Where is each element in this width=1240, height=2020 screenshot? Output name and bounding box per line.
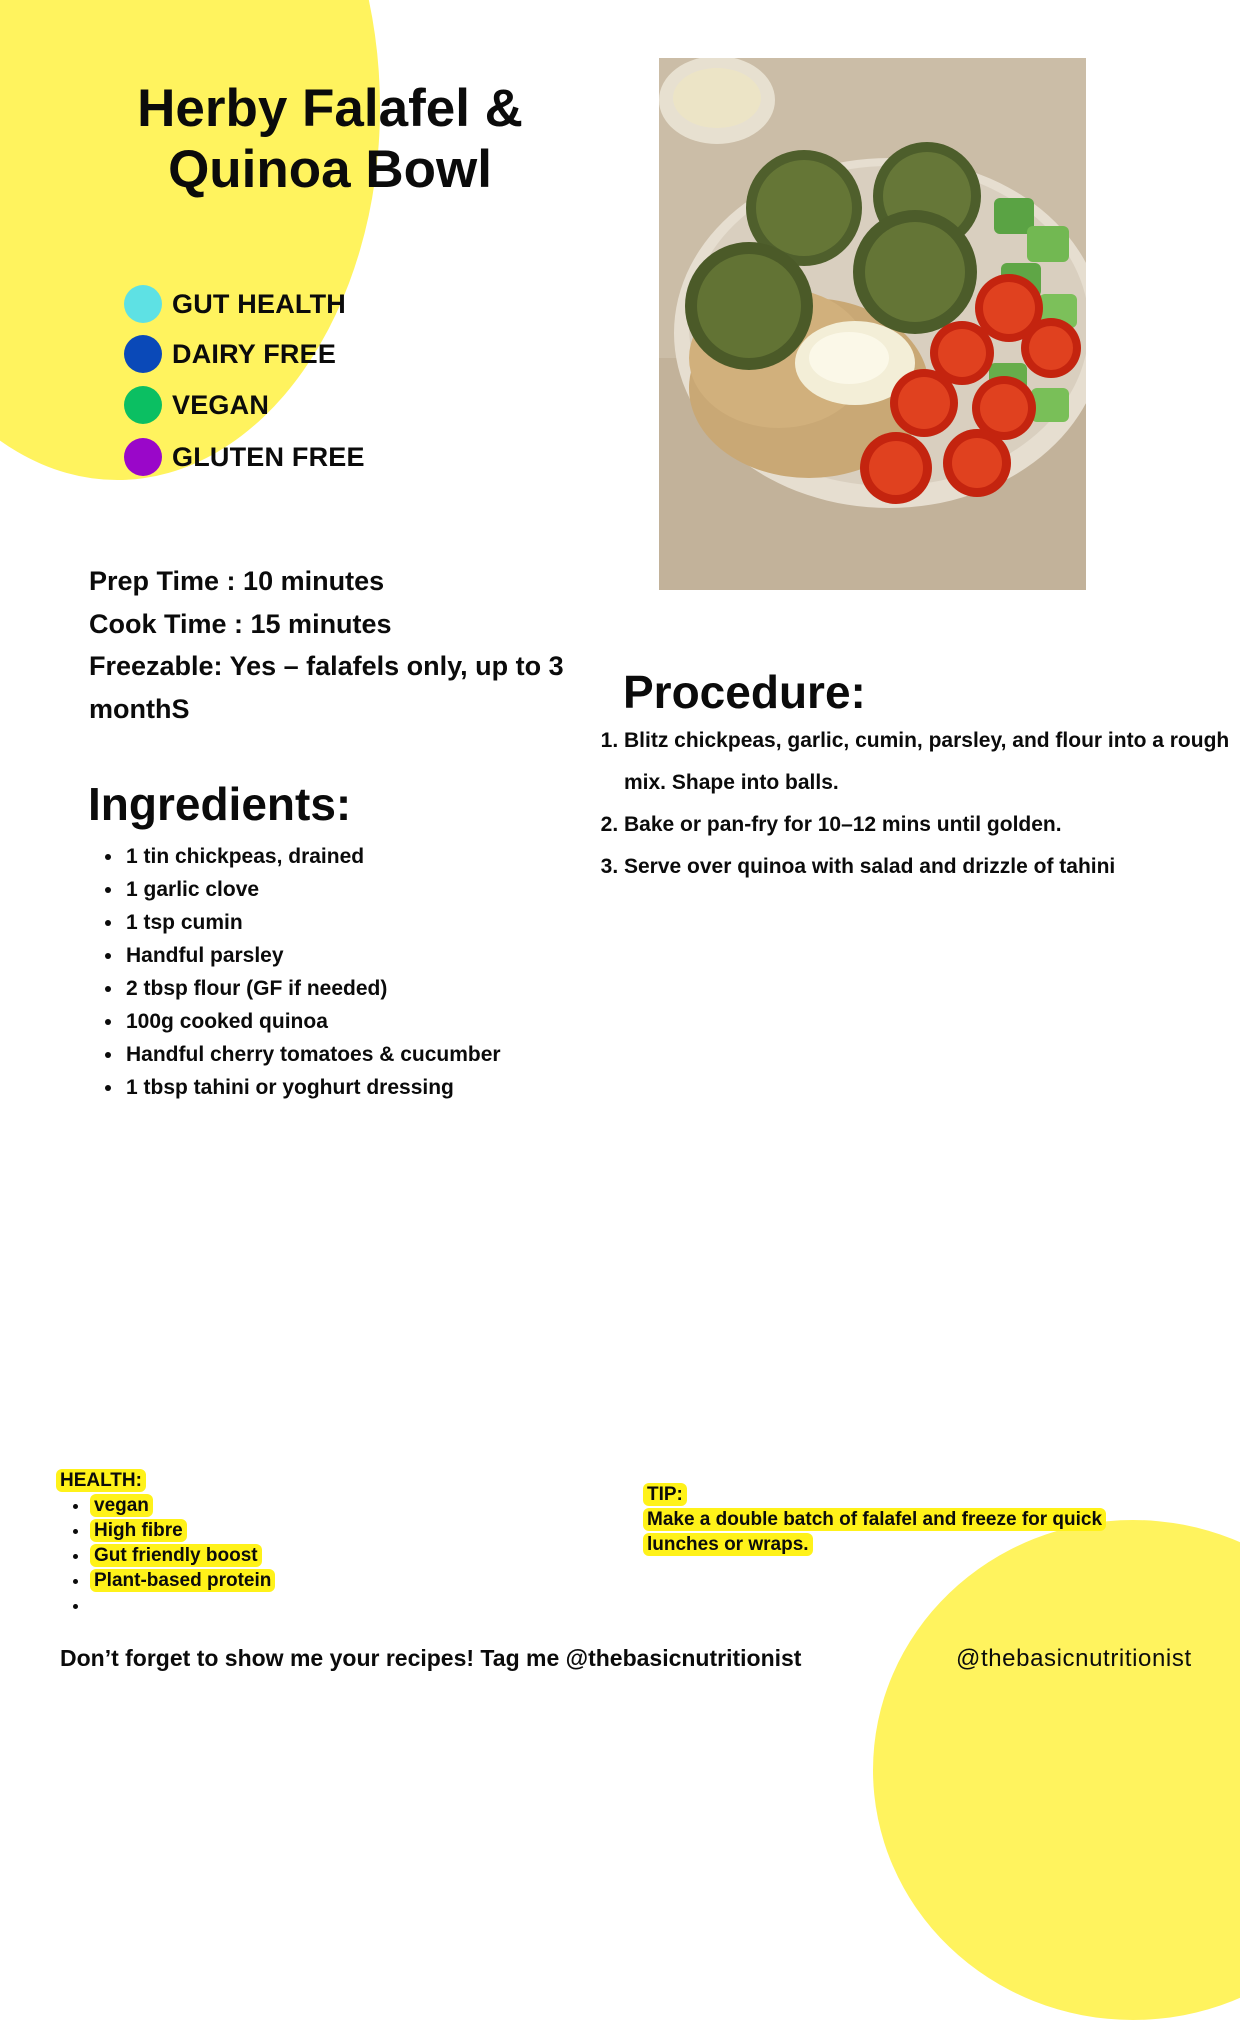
footer-message: Don’t forget to show me your recipes! Tag me @thebasicnutritionist: [60, 1645, 802, 1671]
ingredient-item: • 1 tin chickpeas, drained: [124, 840, 644, 873]
recipe-title: [100, 78, 560, 200]
dairy-free-dot-icon: [124, 335, 162, 373]
procedure-steps: [600, 720, 1234, 888]
procedure-step: 2. Bake or pan-fry for 10–12 mins until golden.: [624, 804, 1234, 846]
procedure-step: 3. Serve over quinoa with salad and drizzle of tahini: [624, 846, 1234, 888]
freezable-info: Freezable: Yes – falafels only, up to 3 monthS: [89, 651, 564, 724]
ingredient-item: • 1 tbsp tahini or yoghurt dressing: [124, 1071, 644, 1104]
prep-time: Prep Time : 10 minutes: [89, 566, 385, 596]
social-handle: @thebasicnutritionist: [956, 1645, 1192, 1672]
procedure-heading: Procedure:: [623, 666, 866, 718]
ingredient-item: • 1 garlic clove: [124, 873, 644, 906]
tag-label: GUT HEALTH: [172, 288, 346, 319]
falafel-bowl-photo: [659, 58, 1086, 590]
tag-label: VEGAN: [172, 389, 270, 420]
ingredient-item: • Handful parsley: [124, 939, 644, 972]
health-box: [56, 1468, 416, 1618]
ingredient-item: • 2 tbsp flour (GF if needed): [124, 972, 644, 1005]
health-item: High fibre: [90, 1519, 187, 1542]
falafel-bowl-illustration: [659, 58, 1086, 590]
gluten-free-dot-icon: [124, 438, 162, 476]
health-item: Gut friendly boost: [90, 1544, 262, 1567]
decorative-yellow-circle-bottom: [873, 1520, 1240, 2020]
vegan-dot-icon: [124, 386, 162, 424]
tag-label: DAIRY FREE: [172, 338, 337, 369]
cook-time: Cook Time : 15 minutes: [89, 608, 392, 639]
health-item: Plant-based protein: [90, 1569, 275, 1592]
tag-gut-health: [124, 284, 346, 324]
health-heading: HEALTH:: [56, 1469, 146, 1492]
recipe-title-line-2: Quinoa Bowl: [168, 140, 492, 199]
ingredient-item: • 1 tsp cumin: [124, 906, 644, 939]
tag-gluten-free: [124, 437, 365, 477]
gut-health-dot-icon: [124, 285, 162, 323]
tip-box: [643, 1482, 1163, 1557]
ingredient-item: • Handful cherry tomatoes & cucumber: [124, 1038, 644, 1071]
health-list: [56, 1493, 416, 1618]
ingredients-list: [90, 840, 644, 1104]
procedure-step: 1. Blitz chickpeas, garlic, cumin, parsley, and flour into a rough mix. Shape into balls.: [624, 720, 1234, 804]
ingredients-heading: Ingredients:: [88, 778, 352, 830]
tag-vegan: [124, 385, 269, 425]
tag-dairy-free: [124, 334, 336, 374]
recipe-meta: [89, 560, 589, 730]
recipe-title-line-1: Herby Falafel &: [137, 79, 523, 138]
ingredient-item: • 100g cooked quinoa: [124, 1005, 644, 1038]
tag-label: GLUTEN FREE: [172, 441, 365, 472]
tip-text: Make a double batch of falafel and freeze for quick lunches or wraps.: [643, 1508, 1106, 1556]
health-item: vegan: [90, 1494, 153, 1517]
tip-heading: TIP:: [643, 1483, 687, 1506]
